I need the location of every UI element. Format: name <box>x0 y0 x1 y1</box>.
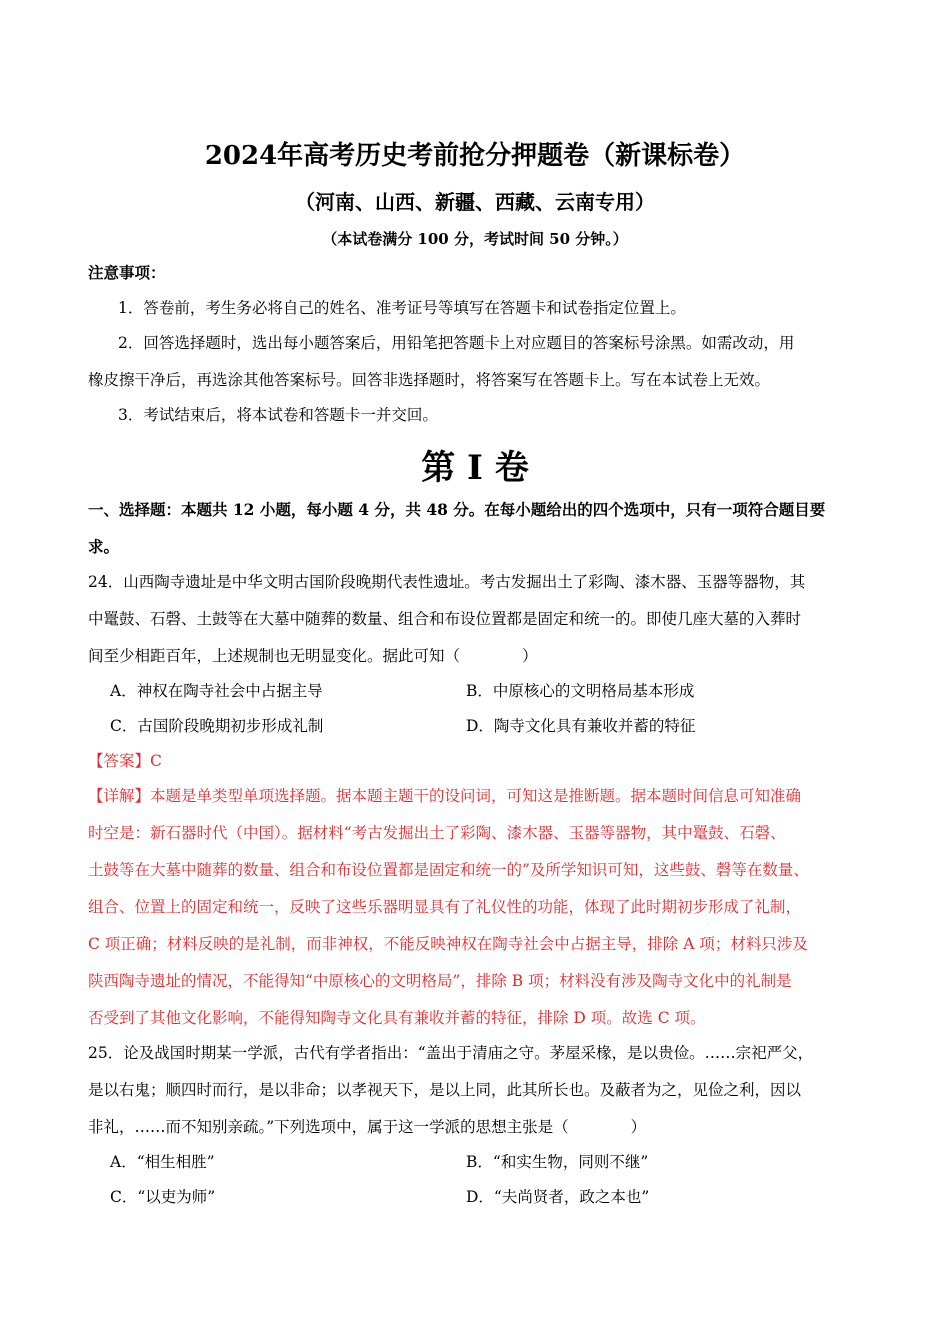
section-intro-line-2: 求。 <box>88 537 120 556</box>
q25-stem-line-1: 25．论及战国时期某一学派，古代有学者指出：“盖出于清庙之守。茅屋采椽，是以贵俭。……宗祀严父， <box>88 1044 814 1062</box>
q24-stem-line-2: 中鼍鼓、石磬、土鼓等在大墓中随葬的数量、组合和布设位置都是固定和统一的。即使几座大墓的入葬时 <box>88 610 802 628</box>
q24-explain-line-7: 否受到了其他文化影响，不能得知陶寺文化具有兼收并蓄的特征，排除 D 项。故选 C 项。 <box>88 1009 706 1027</box>
q25-stem-line-3: 非礼，……而不知别亲疏。”下列选项中，属于这一学派的思想主张是（ ） <box>88 1118 647 1136</box>
q24-explain-line-5: C 项正确；材料反映的是礼制，而非神权，不能反映神权在陶寺社会中占据主导，排除 A 项；材料只涉及 <box>88 935 808 953</box>
q24-option-a: A．神权在陶寺社会中占据主导 <box>110 682 323 700</box>
q24-stem-line-3: 间至少相距百年，上述规制也无明显变化。据此可知（ ） <box>88 647 538 665</box>
notice-item-1: 1．答卷前，考生务必将自己的姓名、准考证号等填写在答题卡和试卷指定位置上。 <box>118 299 686 317</box>
q24-answer: 【答案】C <box>88 752 162 770</box>
notice-heading: 注意事项： <box>88 263 166 282</box>
q24-explain-line-2: 时空是：新石器时代（中国）。据材料“考古发掘出土了彩陶、漆木器、玉器等器物，其中鼍鼓、石磬、 <box>88 824 786 842</box>
page-subtitle: （河南、山西、新疆、西藏、云南专用） <box>295 190 655 214</box>
page-title: 2024年高考历史考前抢分押题卷（新课标卷） <box>204 141 746 171</box>
q24-option-d: D．陶寺文化具有兼收并蓄的特征 <box>466 717 696 735</box>
q25-option-a: A．“相生相胜” <box>110 1153 215 1171</box>
notice-item-3: 3．考试结束后，将本试卷和答题卡一并交回。 <box>118 406 438 424</box>
exam-note: （本试卷满分 100 分，考试时间 50 分钟。） <box>322 230 628 248</box>
section-intro-line-1: 一、选择题：本题共 12 小题，每小题 4 分，共 48 分。在每小题给出的四个选项中，只有一项符合题目要 <box>88 500 826 519</box>
q24-explain-line-4: 组合、位置上的固定和统一，反映了这些乐器明显具有了礼仪性的功能，体现了此时期初步形成了礼制， <box>88 898 802 916</box>
q24-stem-line-1: 24．山西陶寺遗址是中华文明古国阶段晚期代表性遗址。考古发掘出土了彩陶、漆木器、玉器等器物，其 <box>88 573 806 591</box>
q24-explain-line-6: 陕西陶寺遗址的情况，不能得知“中原核心的文明格局”，排除 B 项；材料没有涉及陶寺文化中的礼制是 <box>88 972 792 990</box>
q24-explain-line-3: 土鼓等在大墓中随葬的数量、组合和布设位置都是固定和统一的”及所学知识可知，这些鼓、磬等在数量、 <box>88 861 809 879</box>
q25-option-c: C．“以吏为师” <box>110 1188 216 1206</box>
q25-stem-line-2: 是以右鬼；顺四时而行，是以非命；以孝视天下，是以上同，此其所长也。及蔽者为之，见俭之利，因以 <box>88 1081 802 1099</box>
q24-option-c: C．古国阶段晚期初步形成礼制 <box>110 717 324 735</box>
q25-option-b: B．“和实生物，同则不继” <box>466 1153 649 1171</box>
section-title: 第 I 卷 <box>421 448 529 488</box>
notice-item-2: 2．回答选择题时，选出每小题答案后，用铅笔把答题卡上对应题目的答案标号涂黑。如需改动，用 <box>118 334 795 352</box>
q24-explain-line-1: 【详解】本题是单类型单项选择题。据本题主题干的设问词，可知这是推断题。据本题时间信息可知准确 <box>88 787 802 805</box>
q25-option-d: D．“夫尚贤者，政之本也” <box>466 1188 650 1206</box>
notice-item-2-cont: 橡皮擦干净后，再选涂其他答案标号。回答非选择题时，将答案写在答题卡上。写在本试卷上无效。 <box>88 371 771 389</box>
q24-option-b: B．中原核心的文明格局基本形成 <box>466 682 695 700</box>
